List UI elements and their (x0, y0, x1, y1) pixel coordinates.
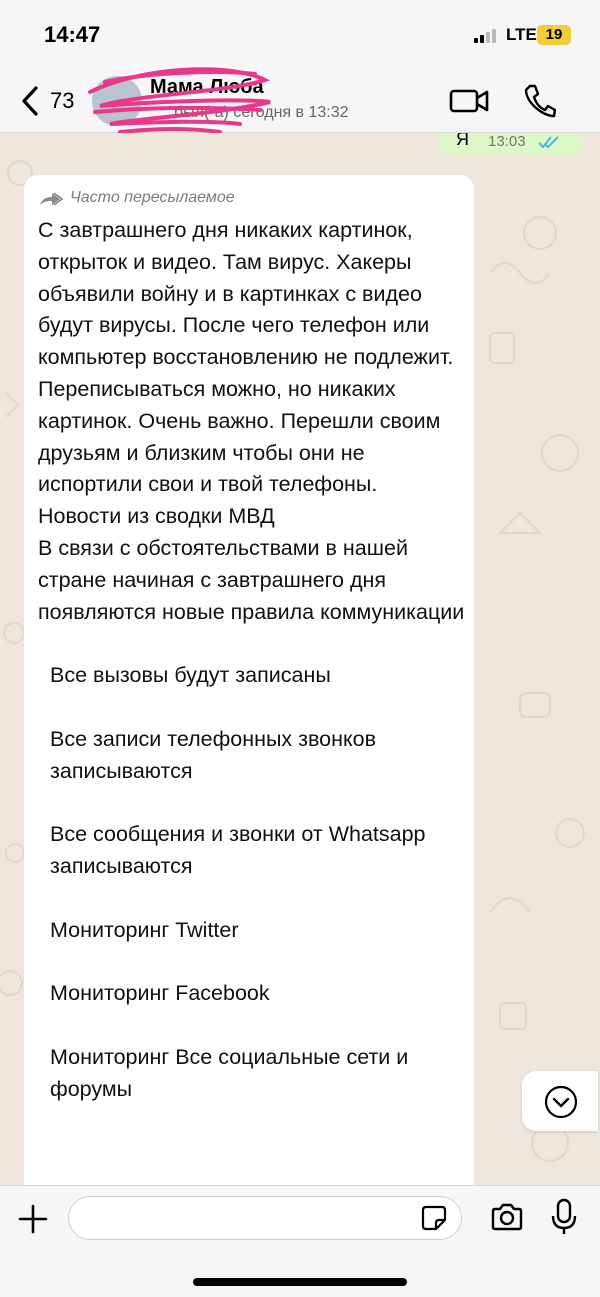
unread-count[interactable]: 73 (50, 88, 75, 113)
plus-icon[interactable] (18, 1204, 48, 1234)
sent-message-bubble[interactable] (440, 133, 582, 155)
camera-icon[interactable] (490, 1202, 524, 1232)
sticker-icon[interactable] (420, 1204, 448, 1232)
scroll-to-bottom-button[interactable] (522, 1071, 598, 1131)
message-input-bar (0, 1185, 600, 1297)
battery-level: 19 (545, 26, 563, 43)
sent-message-text: Я (456, 133, 469, 149)
message-paragraph: Новости из сводки МВД (38, 504, 275, 529)
contact-name[interactable]: Мама Люба (150, 76, 264, 98)
network-label: LTE (506, 25, 537, 44)
message-paragraph: Все сообщения и звонки от Whatsapp записываются (50, 822, 426, 878)
forward-arrow-icon (38, 191, 64, 209)
message-input[interactable] (68, 1196, 462, 1240)
video-call-icon[interactable] (448, 84, 490, 118)
signal-icon (474, 29, 500, 43)
contact-avatar[interactable] (92, 76, 142, 126)
battery-icon (537, 25, 571, 45)
message-paragraph: С завтрашнего дня никаких картинок, открыток и видео. Там вирус. Хакеры объявили войну и в картинках с видео будут вирусы. После чего телефон или компьютер восстановлению не подлежит. Переписываться можно, но никаких картинок. Очень важно. Перешли своим друзьям и близким чтобы они не испортили свои и твой телефоны. (38, 218, 454, 497)
message-paragraph: Мониторинг Все социальные сети и форумы (50, 1044, 409, 1101)
microphone-icon[interactable] (550, 1198, 578, 1236)
phone-call-icon[interactable] (522, 82, 556, 120)
message-paragraph: Все вызовы будут записаны (50, 663, 331, 688)
back-chevron-icon[interactable] (16, 84, 46, 118)
sent-message-time: 13:03 (488, 133, 526, 150)
message-paragraph: Мониторинг Facebook (50, 981, 270, 1006)
chat-header (0, 70, 600, 133)
forwarded-label: Часто пересылаемое (70, 189, 235, 206)
last-seen-status: был(-а) сегодня в 13:32 (174, 104, 349, 121)
message-paragraph: В связи с обстоятельствами в нашей стране начиная с завтрашнего дня появляются новые правила коммуникации (38, 535, 465, 624)
read-ticks-icon (538, 135, 562, 149)
status-bar (0, 0, 600, 70)
message-paragraph: Мониторинг Twitter (50, 917, 239, 942)
chat-area[interactable] (0, 133, 600, 1185)
home-indicator (193, 1278, 407, 1286)
message-text (38, 215, 470, 1105)
received-message-bubble[interactable] (24, 175, 474, 1185)
message-paragraph: Все записи телефонных звонков записываются (50, 726, 377, 783)
chevron-down-icon (544, 1085, 578, 1119)
status-time: 14:47 (44, 22, 101, 47)
